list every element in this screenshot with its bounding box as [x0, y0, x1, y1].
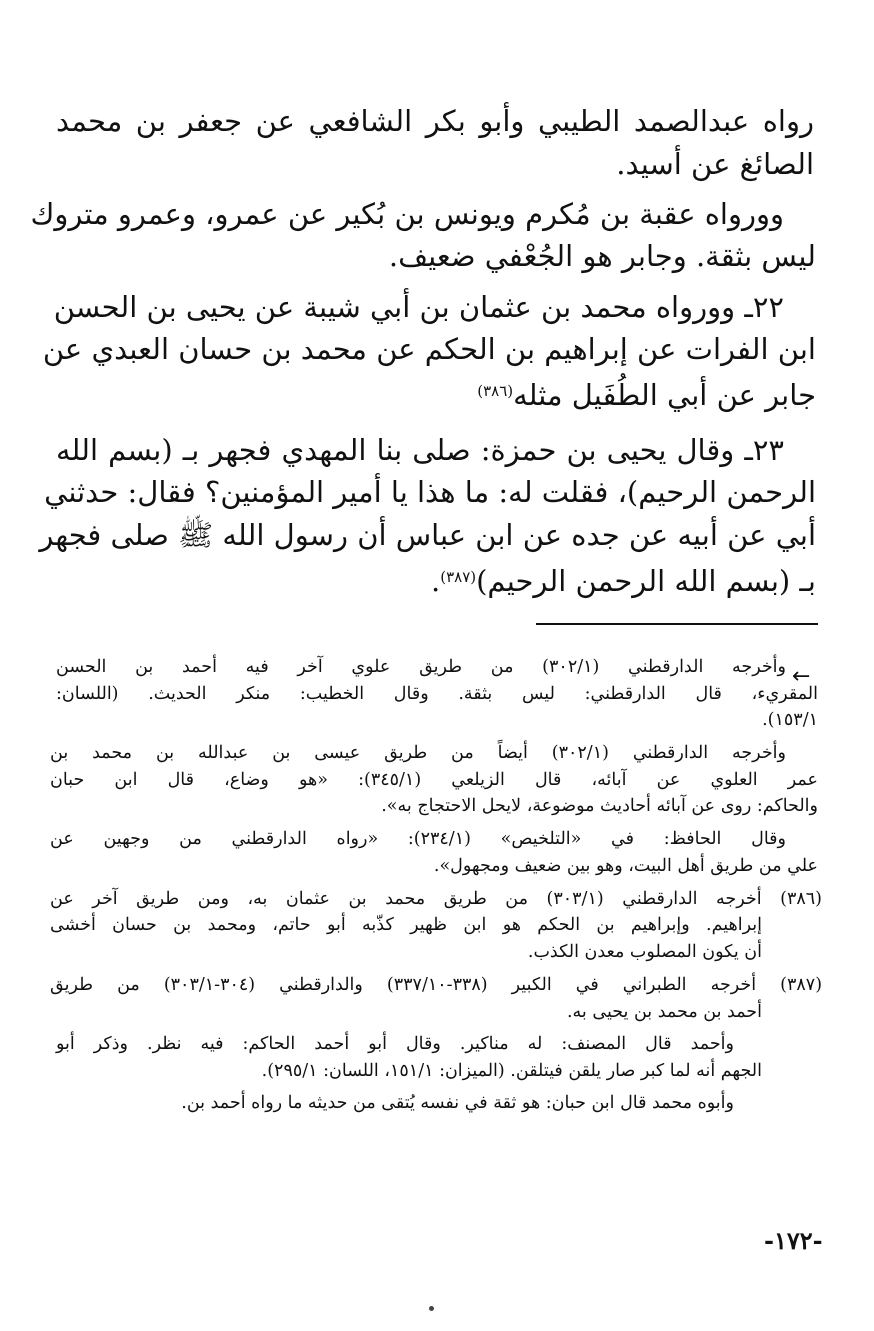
- page-number: -١٧٢-: [764, 1226, 823, 1255]
- main-line: ٢٢ـ وورواه محمد بن عثمان بن أبي شيبة عن يحيى بن الحسن: [53, 290, 784, 324]
- main-line: وورواه عقبة بن مُكرم ويونس بن بُكير عن عمرو، وعمرو متروك: [30, 197, 784, 231]
- main-line: الرحمن الرحيم)، فقلت له: ما هذا يا أمير المؤمنين؟ فقال: حدثني: [44, 475, 816, 509]
- main-line: الصائغ عن أسيد.: [616, 147, 814, 181]
- footnote-separator: [536, 623, 818, 625]
- footnote-line: (٣٨٦) أخرجه الدارقطني (٣٠٣/١) من طريق محمد بن عثمان به، ومن طريق آخر عن: [50, 889, 822, 909]
- footnote-line: علي من طريق أهل البيت، وهو بين ضعيف ومجهول».: [433, 856, 818, 876]
- footnote-ref: (٣٨٧): [440, 568, 477, 586]
- footnote-line: وأخرجه الدارقطني (٣٠٢/١) أيضاً من طريق عيسى بن عبدالله بن محمد بن: [50, 743, 786, 763]
- footnote-line: أن يكون المصلوب معدن الكذب.: [527, 942, 762, 962]
- main-line: بـ (بسم الله الرحمن الرحيم)$^{(٣٨٧)}$.: [431, 564, 816, 598]
- main-line: رواه عبدالصمد الطيبي وأبو بكر الشافعي عن جعفر بن محمد: [56, 104, 814, 138]
- main-line-text: بـ (بسم الله الرحمن الرحيم): [476, 564, 816, 598]
- main-line: ليس بثقة. وجابر هو الجُعْفي ضعيف.: [388, 239, 816, 273]
- footnote-line: (٣٨٧) أخرجه الطبراني في الكبير (٣٣٨-٣٣٧/١٠) والدارقطني (٣٠٤-٣٠٣/١) من طريق: [50, 975, 823, 995]
- footnote-line: وأخرجه الدارقطني (٣٠٢/١) من طريق علوي آخر فيه أحمد بن الحسن: [56, 657, 786, 677]
- footnote-line: الجهم أنه لما كبر صار يلقن فيتلقن. (الميزان: ١٥١/١، اللسان: ٢٩٥/١).: [261, 1061, 762, 1081]
- footnote-line: عمر العلوي عن آبائه، قال الزيلعي (٣٤٥/١): «هو وضاع، قال ابن حبان: [50, 770, 818, 790]
- footnote-line: وقال الحافظ: في «التلخيص» (٢٣٤/١): «رواه الدارقطني من وجهين عن: [50, 829, 786, 849]
- main-line: [56, 370, 816, 416]
- footnote-line: وأبوه محمد قال ابن حبان: هو ثقة في نفسه يُتقى من حديثه ما رواه أحمد بن.: [181, 1093, 734, 1113]
- continuation-arrow-icon: ←: [792, 664, 811, 689]
- footnote-line: ١٥٣/١).: [762, 710, 818, 730]
- main-line: ابن الفرات عن إبراهيم بن الحكم عن محمد بن حسان العبدي عن: [42, 332, 816, 366]
- footnote-line: والحاكم: روى عن آبائه أحاديث موضوعة، لايحل الاحتجاج به».: [381, 796, 818, 816]
- main-line: ٢٣ـ وقال يحيى بن حمزة: صلى بنا المهدي فجهر بـ (بسم الله: [56, 433, 784, 467]
- scan-speck: [429, 1306, 434, 1311]
- footnote-line: المقريء، قال الدارقطني: ليس بثقة. وقال الخطيب: منكر الحديث. (اللسان:: [56, 684, 818, 704]
- footnote-line: وأحمد قال المصنف: له مناكير. وقال أبو أحمد الحاكم: فيه نظر. وذكر أبو: [56, 1034, 734, 1054]
- footnote-ref: (٣٨٦): [477, 382, 514, 400]
- footnote-line: أحمد بن محمد بن يحيى به.: [566, 1002, 762, 1022]
- footnote-line: إبراهيم. وإبراهيم بن الحكم هو ابن ظهير كذّبه أبو حاتم، ومحمد بن حسان أخشى: [50, 915, 762, 935]
- main-line: أبي عن أبيه عن جده عن ابن عباس أن رسول الله ﷺ صلى فجهر: [39, 518, 816, 552]
- main-line-text: جابر عن أبي الطُفَيل مثله: [513, 378, 816, 412]
